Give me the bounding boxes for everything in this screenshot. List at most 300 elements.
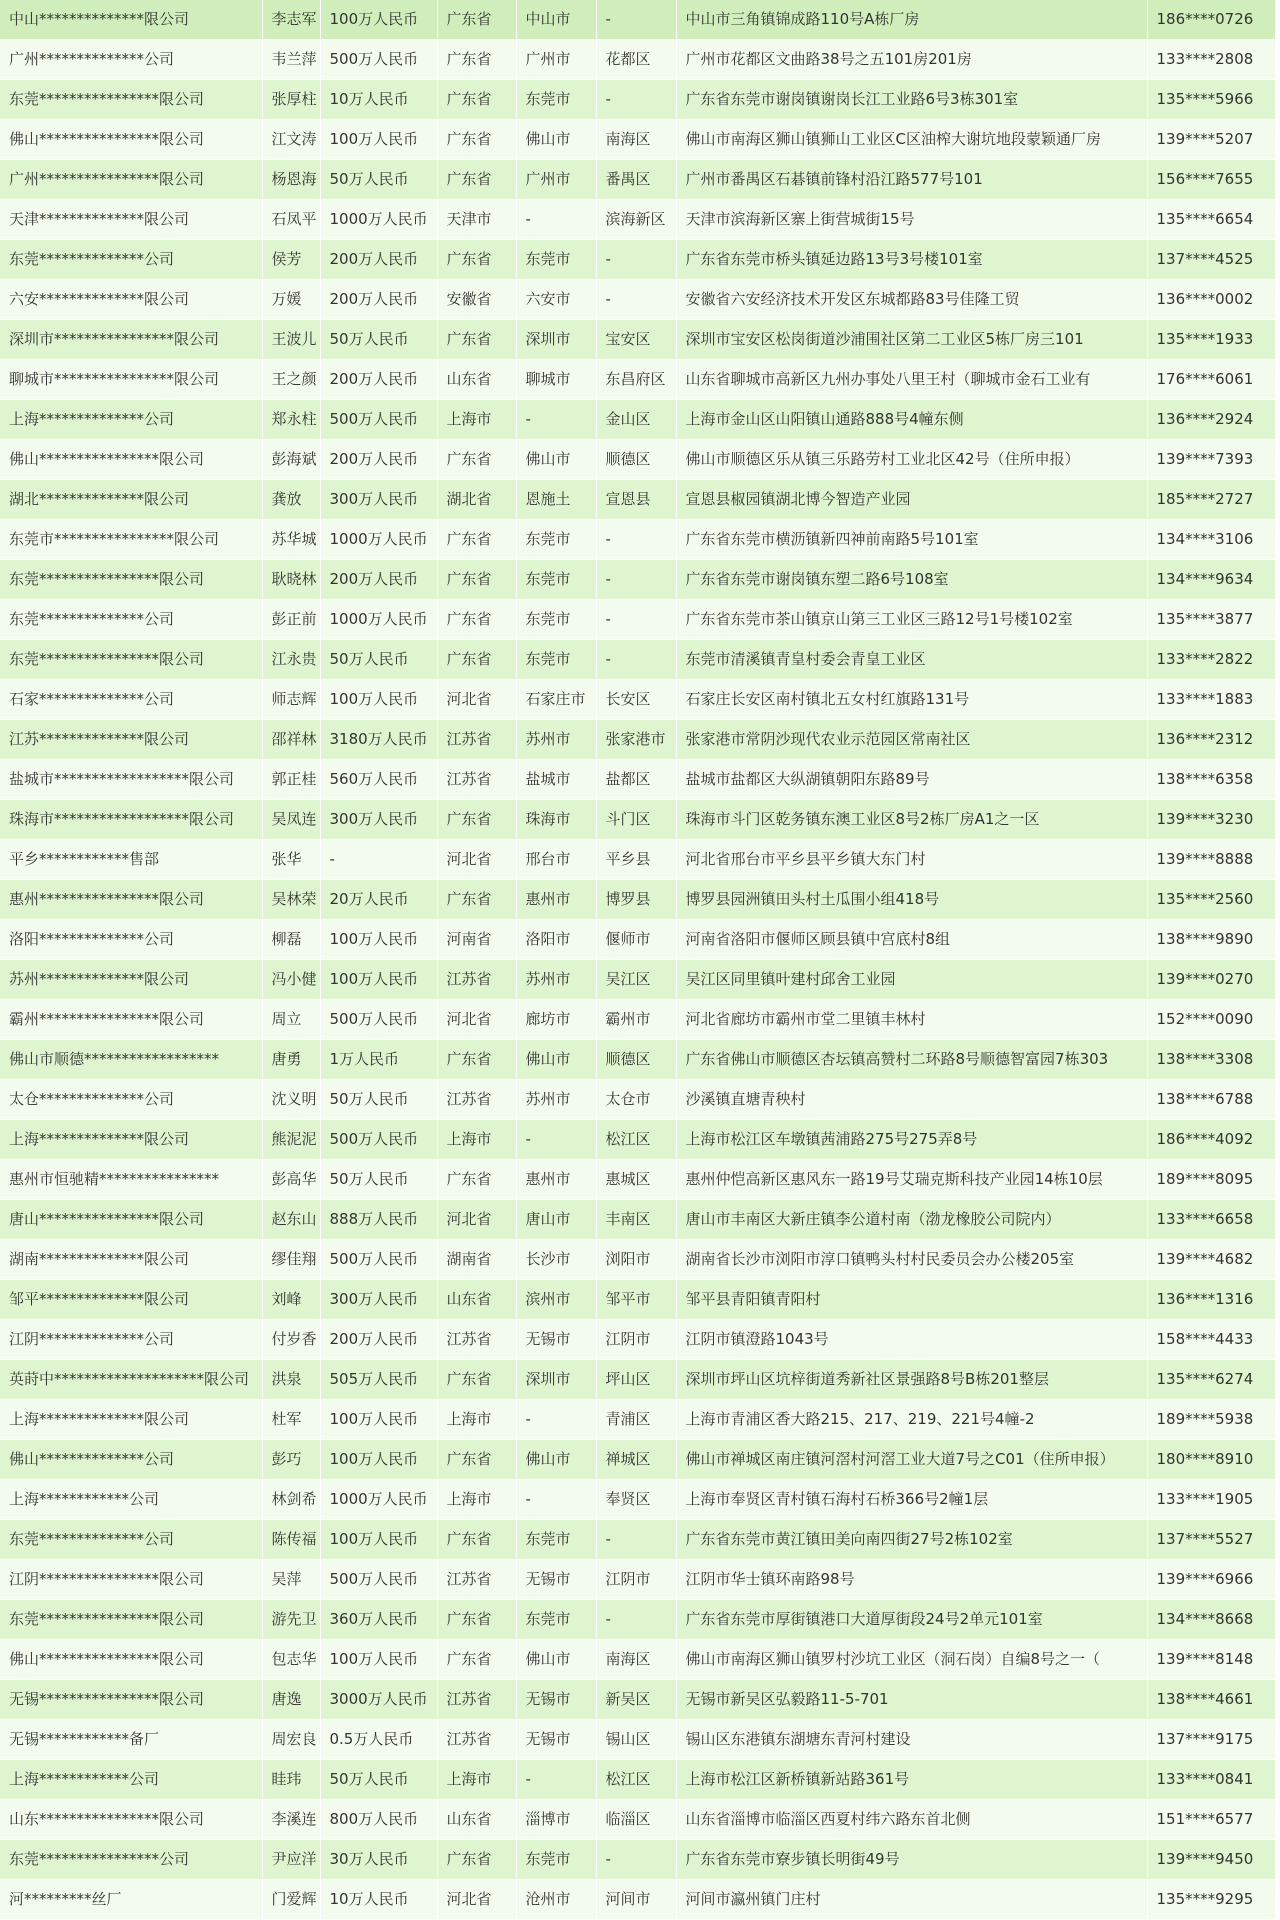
district-cell: 松江区 (596, 1120, 676, 1160)
table-row[interactable] (0, 960, 1275, 1000)
province-cell: 河北省 (437, 680, 516, 720)
address-cell: 河南省洛阳市偃师区顾县镇中宫底村8组 (676, 920, 1147, 960)
district-cell: - (596, 1840, 676, 1880)
company-name-cell: 上海**************限公司 (0, 1120, 262, 1160)
province-cell: 湖南省 (437, 1240, 516, 1280)
legal-person-cell: 王波儿 (262, 320, 320, 360)
company-name-cell: 英莳中********************限公司 (0, 1360, 262, 1400)
legal-person-cell: 陈传福 (262, 1520, 320, 1560)
table-row[interactable] (0, 120, 1275, 160)
legal-person-cell: 韦兰萍 (262, 40, 320, 80)
legal-person-cell: 龚放 (262, 480, 320, 520)
district-cell: 长安区 (596, 680, 676, 720)
phone-cell: 151****6577 (1147, 1800, 1275, 1840)
address-cell: 江阴市镇澄路1043号 (676, 1320, 1147, 1360)
table-row[interactable] (0, 1360, 1275, 1400)
table-row[interactable] (0, 560, 1275, 600)
province-cell: 广东省 (437, 120, 516, 160)
table-row[interactable] (0, 1720, 1275, 1760)
district-cell: 金山区 (596, 400, 676, 440)
city-cell: 恩施土 (516, 480, 596, 520)
phone-cell: 136****2924 (1147, 400, 1275, 440)
address-cell: 张家港市常阴沙现代农业示范园区常南社区 (676, 720, 1147, 760)
legal-person-cell: 郭正桂 (262, 760, 320, 800)
table-row[interactable] (0, 240, 1275, 280)
company-name-cell: 东莞**************公司 (0, 240, 262, 280)
address-cell: 无锡市新吴区弘毅路11-5-701 (676, 1680, 1147, 1720)
legal-person-cell: 洪泉 (262, 1360, 320, 1400)
district-cell: - (596, 1600, 676, 1640)
address-cell: 深圳市宝安区松岗街道沙浦围社区第二工业区5栋厂房三101 (676, 320, 1147, 360)
district-cell: - (596, 560, 676, 600)
province-cell: 广东省 (437, 1840, 516, 1880)
company-name-cell: 东莞**************公司 (0, 600, 262, 640)
legal-person-cell: 侯芳 (262, 240, 320, 280)
table-row[interactable] (0, 1200, 1275, 1240)
phone-cell: 135****6654 (1147, 200, 1275, 240)
company-name-cell: 佛山**************公司 (0, 1440, 262, 1480)
province-cell: 安徽省 (437, 280, 516, 320)
address-cell: 锡山区东港镇东湖塘东青河村建设 (676, 1720, 1147, 1760)
registered-capital-cell: 100万人民币 (320, 680, 437, 720)
table-row[interactable] (0, 80, 1275, 120)
registered-capital-cell: 10万人民币 (320, 80, 437, 120)
province-cell: 江苏省 (437, 1680, 516, 1720)
registered-capital-cell: 20万人民币 (320, 880, 437, 920)
legal-person-cell: 柳磊 (262, 920, 320, 960)
registered-capital-cell: 200万人民币 (320, 440, 437, 480)
table-row[interactable] (0, 720, 1275, 760)
city-cell: 廊坊市 (516, 1000, 596, 1040)
table-row[interactable] (0, 1760, 1275, 1800)
registered-capital-cell: 100万人民币 (320, 120, 437, 160)
city-cell: 东莞市 (516, 640, 596, 680)
registered-capital-cell: 50万人民币 (320, 1080, 437, 1120)
table-row[interactable] (0, 1680, 1275, 1720)
phone-cell: 137****9175 (1147, 1720, 1275, 1760)
city-cell: 苏州市 (516, 720, 596, 760)
table-row[interactable] (0, 1640, 1275, 1680)
province-cell: 广东省 (437, 1040, 516, 1080)
registered-capital-cell: 3000万人民币 (320, 1680, 437, 1720)
company-name-cell: 佛山****************限公司 (0, 440, 262, 480)
company-name-cell: 天津**************限公司 (0, 200, 262, 240)
registered-capital-cell: 1万人民币 (320, 1040, 437, 1080)
address-cell: 佛山市南海区狮山镇狮山工业区C区油榨大谢坑地段蒙颖通厂房 (676, 120, 1147, 160)
address-cell: 宣恩县椒园镇湖北博今智造产业园 (676, 480, 1147, 520)
company-name-cell: 上海************公司 (0, 1480, 262, 1520)
legal-person-cell: 周立 (262, 1000, 320, 1040)
city-cell: 东莞市 (516, 1520, 596, 1560)
table-row[interactable] (0, 640, 1275, 680)
city-cell: 深圳市 (516, 320, 596, 360)
address-cell: 上海市金山区山阳镇山通路888号4幢东侧 (676, 400, 1147, 440)
legal-person-cell: 师志辉 (262, 680, 320, 720)
registered-capital-cell: 500万人民币 (320, 400, 437, 440)
table-row[interactable] (0, 1240, 1275, 1280)
province-cell: 广东省 (437, 160, 516, 200)
province-cell: 江苏省 (437, 960, 516, 1000)
city-cell: 珠海市 (516, 800, 596, 840)
province-cell: 广东省 (437, 240, 516, 280)
company-name-cell: 深圳市****************限公司 (0, 320, 262, 360)
city-cell: 六安市 (516, 280, 596, 320)
district-cell: - (596, 600, 676, 640)
province-cell: 广东省 (437, 40, 516, 80)
table-row[interactable] (0, 1120, 1275, 1160)
province-cell: 江苏省 (437, 760, 516, 800)
phone-cell: 185****2727 (1147, 480, 1275, 520)
province-cell: 广东省 (437, 1640, 516, 1680)
registered-capital-cell: - (320, 840, 437, 880)
address-cell: 广东省佛山市顺德区杏坛镇高赞村二环路8号顺德智富园7栋303 (676, 1040, 1147, 1080)
district-cell: - (596, 280, 676, 320)
table-row[interactable] (0, 760, 1275, 800)
address-cell: 博罗县园洲镇田头村土瓜围小组418号 (676, 880, 1147, 920)
city-cell: 东莞市 (516, 1600, 596, 1640)
company-name-cell: 山东****************限公司 (0, 1800, 262, 1840)
district-cell: 太仓市 (596, 1080, 676, 1120)
city-cell: 苏州市 (516, 960, 596, 1000)
company-name-cell: 平乡************售部 (0, 840, 262, 880)
legal-person-cell: 林剑希 (262, 1480, 320, 1520)
city-cell: 无锡市 (516, 1680, 596, 1720)
phone-cell: 189****5938 (1147, 1400, 1275, 1440)
company-name-cell: 佛山市顺德****************** (0, 1040, 262, 1080)
district-cell: - (596, 80, 676, 120)
province-cell: 山东省 (437, 1280, 516, 1320)
table-row[interactable] (0, 520, 1275, 560)
address-cell: 中山市三角镇锦成路110号A栋厂房 (676, 0, 1147, 40)
registered-capital-cell: 1000万人民币 (320, 200, 437, 240)
province-cell: 河北省 (437, 1880, 516, 1920)
legal-person-cell: 缪佳翔 (262, 1240, 320, 1280)
legal-person-cell: 张厚柱 (262, 80, 320, 120)
registered-capital-cell: 200万人民币 (320, 280, 437, 320)
legal-person-cell: 万媛 (262, 280, 320, 320)
address-cell: 上海市奉贤区青村镇石海村石桥366号2幢1层 (676, 1480, 1147, 1520)
phone-cell: 139****8148 (1147, 1640, 1275, 1680)
company-name-cell: 六安**************限公司 (0, 280, 262, 320)
legal-person-cell: 周宏良 (262, 1720, 320, 1760)
table-row[interactable] (0, 320, 1275, 360)
phone-cell: 133****1905 (1147, 1480, 1275, 1520)
legal-person-cell: 刘峰 (262, 1280, 320, 1320)
phone-cell: 158****4433 (1147, 1320, 1275, 1360)
registered-capital-cell: 500万人民币 (320, 1560, 437, 1600)
province-cell: 河北省 (437, 840, 516, 880)
district-cell: 番禺区 (596, 160, 676, 200)
registered-capital-cell: 3180万人民币 (320, 720, 437, 760)
phone-cell: 139****5207 (1147, 120, 1275, 160)
phone-cell: 135****6274 (1147, 1360, 1275, 1400)
table-row[interactable] (0, 1040, 1275, 1080)
address-cell: 山东省淄博市临淄区西夏村纬六路东首北侧 (676, 1800, 1147, 1840)
company-name-cell: 无锡************备厂 (0, 1720, 262, 1760)
legal-person-cell: 冯小健 (262, 960, 320, 1000)
company-name-cell: 东莞****************限公司 (0, 1600, 262, 1640)
table-row[interactable] (0, 1880, 1275, 1920)
registered-capital-cell: 30万人民币 (320, 1840, 437, 1880)
table-row[interactable] (0, 1000, 1275, 1040)
table-row[interactable] (0, 920, 1275, 960)
phone-cell: 135****1933 (1147, 320, 1275, 360)
district-cell: 斗门区 (596, 800, 676, 840)
legal-person-cell: 郑永柱 (262, 400, 320, 440)
district-cell: 江阴市 (596, 1320, 676, 1360)
address-cell: 佛山市顺德区乐从镇三乐路劳村工业北区42号（住所申报） (676, 440, 1147, 480)
company-name-cell: 佛山****************限公司 (0, 120, 262, 160)
address-cell: 上海市青浦区香大路215、217、219、221号4幢-2 (676, 1400, 1147, 1440)
city-cell: 无锡市 (516, 1560, 596, 1600)
city-cell: 深圳市 (516, 1360, 596, 1400)
table-row[interactable] (0, 360, 1275, 400)
table-row[interactable] (0, 160, 1275, 200)
legal-person-cell: 杨恩海 (262, 160, 320, 200)
district-cell: 东昌府区 (596, 360, 676, 400)
phone-cell: 139****3230 (1147, 800, 1275, 840)
province-cell: 广东省 (437, 1160, 516, 1200)
company-name-cell: 洛阳**************公司 (0, 920, 262, 960)
city-cell: - (516, 1400, 596, 1440)
province-cell: 广东省 (437, 320, 516, 360)
table-row[interactable] (0, 1080, 1275, 1120)
district-cell: 南海区 (596, 120, 676, 160)
legal-person-cell: 游先卫 (262, 1600, 320, 1640)
city-cell: - (516, 1760, 596, 1800)
registered-capital-cell: 800万人民币 (320, 1800, 437, 1840)
company-name-cell: 上海**************公司 (0, 400, 262, 440)
district-cell: 丰南区 (596, 1200, 676, 1240)
province-cell: 广东省 (437, 80, 516, 120)
address-cell: 石家庄长安区南村镇北五女村红旗路131号 (676, 680, 1147, 720)
legal-person-cell: 李志军 (262, 0, 320, 40)
province-cell: 广东省 (437, 1360, 516, 1400)
phone-cell: 189****8095 (1147, 1160, 1275, 1200)
table-row[interactable] (0, 1800, 1275, 1840)
province-cell: 广东省 (437, 1440, 516, 1480)
address-cell: 佛山市南海区狮山镇罗村沙坑工业区（洞石岗）自编8号之一（ (676, 1640, 1147, 1680)
phone-cell: 136****1316 (1147, 1280, 1275, 1320)
table-row[interactable] (0, 1840, 1275, 1880)
company-name-cell: 太仓**************公司 (0, 1080, 262, 1120)
legal-person-cell: 尹应洋 (262, 1840, 320, 1880)
table-row[interactable] (0, 600, 1275, 640)
company-name-cell: 盐城市******************限公司 (0, 760, 262, 800)
district-cell: 偃师市 (596, 920, 676, 960)
legal-person-cell: 唐勇 (262, 1040, 320, 1080)
province-cell: 河北省 (437, 1200, 516, 1240)
registered-capital-cell: 505万人民币 (320, 1360, 437, 1400)
table-row[interactable] (0, 840, 1275, 880)
registered-capital-cell: 100万人民币 (320, 0, 437, 40)
address-cell: 天津市滨海新区寨上街营城街15号 (676, 200, 1147, 240)
phone-cell: 134****8668 (1147, 1600, 1275, 1640)
legal-person-cell: 赵东山 (262, 1200, 320, 1240)
province-cell: 山东省 (437, 1800, 516, 1840)
company-name-cell: 聊城市****************限公司 (0, 360, 262, 400)
address-cell: 广东省东莞市寮步镇长明街49号 (676, 1840, 1147, 1880)
phone-cell: 186****4092 (1147, 1120, 1275, 1160)
district-cell: 盐都区 (596, 760, 676, 800)
company-name-cell: 江阴****************限公司 (0, 1560, 262, 1600)
table-row[interactable] (0, 440, 1275, 480)
address-cell: 湖南省长沙市浏阳市淳口镇鸭头村村民委员会办公楼205室 (676, 1240, 1147, 1280)
company-name-cell: 邹平**************限公司 (0, 1280, 262, 1320)
phone-cell: 186****0726 (1147, 0, 1275, 40)
table-row[interactable] (0, 1400, 1275, 1440)
address-cell: 广东省东莞市黄江镇田美向南四街27号2栋102室 (676, 1520, 1147, 1560)
city-cell: 东莞市 (516, 520, 596, 560)
district-cell: 锡山区 (596, 1720, 676, 1760)
company-name-cell: 珠海市******************限公司 (0, 800, 262, 840)
district-cell: 霸州市 (596, 1000, 676, 1040)
phone-cell: 135****5966 (1147, 80, 1275, 120)
city-cell: 苏州市 (516, 1080, 596, 1120)
district-cell: 顺德区 (596, 1040, 676, 1080)
table-row[interactable] (0, 800, 1275, 840)
phone-cell: 135****2560 (1147, 880, 1275, 920)
legal-person-cell: 苏华城 (262, 520, 320, 560)
table-row[interactable] (0, 1600, 1275, 1640)
district-cell: - (596, 520, 676, 560)
province-cell: 江苏省 (437, 1720, 516, 1760)
table-row[interactable] (0, 880, 1275, 920)
legal-person-cell: 耿晓林 (262, 560, 320, 600)
registered-capital-cell: 500万人民币 (320, 1120, 437, 1160)
district-cell: 临淄区 (596, 1800, 676, 1840)
phone-cell: 139****9450 (1147, 1840, 1275, 1880)
phone-cell: 137****5527 (1147, 1520, 1275, 1560)
table-row[interactable] (0, 1560, 1275, 1600)
address-cell: 广东省东莞市桥头镇延边路13号3号楼101室 (676, 240, 1147, 280)
registered-capital-cell: 0.5万人民币 (320, 1720, 437, 1760)
city-cell: - (516, 400, 596, 440)
company-name-cell: 湖北**************限公司 (0, 480, 262, 520)
city-cell: 唐山市 (516, 1200, 596, 1240)
table-row[interactable] (0, 1160, 1275, 1200)
province-cell: 广东省 (437, 440, 516, 480)
province-cell: 山东省 (437, 360, 516, 400)
address-cell: 河北省廊坊市霸州市堂二里镇丰林村 (676, 1000, 1147, 1040)
legal-person-cell: 张华 (262, 840, 320, 880)
province-cell: 广东省 (437, 1600, 516, 1640)
company-name-cell: 中山**************限公司 (0, 0, 262, 40)
city-cell: 长沙市 (516, 1240, 596, 1280)
district-cell: 张家港市 (596, 720, 676, 760)
city-cell: 东莞市 (516, 240, 596, 280)
table-row[interactable] (0, 1480, 1275, 1520)
table-row[interactable] (0, 40, 1275, 80)
registered-capital-cell: 888万人民币 (320, 1200, 437, 1240)
company-name-cell: 江阴**************公司 (0, 1320, 262, 1360)
city-cell: 佛山市 (516, 1040, 596, 1080)
registered-capital-cell: 50万人民币 (320, 1760, 437, 1800)
address-cell: 广东省东莞市厚街镇港口大道厚街段24号2单元101室 (676, 1600, 1147, 1640)
legal-person-cell: 彭海斌 (262, 440, 320, 480)
company-name-cell: 惠州****************限公司 (0, 880, 262, 920)
table-row[interactable] (0, 400, 1275, 440)
registered-capital-cell: 500万人民币 (320, 1000, 437, 1040)
province-cell: 广东省 (437, 600, 516, 640)
province-cell: 天津市 (437, 200, 516, 240)
company-name-cell: 惠州市恒驰精**************** (0, 1160, 262, 1200)
address-cell: 广东省东莞市谢岗镇谢岗长江工业路6号3栋301室 (676, 80, 1147, 120)
legal-person-cell: 彭正前 (262, 600, 320, 640)
phone-cell: 139****8888 (1147, 840, 1275, 880)
company-name-cell: 东莞****************公司 (0, 1840, 262, 1880)
registered-capital-cell: 500万人民币 (320, 40, 437, 80)
table-row[interactable] (0, 280, 1275, 320)
address-cell: 深圳市坪山区坑梓街道秀新社区景强路8号B栋201整层 (676, 1360, 1147, 1400)
table-row[interactable] (0, 1520, 1275, 1560)
phone-cell: 136****0002 (1147, 280, 1275, 320)
legal-person-cell: 江文涛 (262, 120, 320, 160)
table-row[interactable] (0, 1440, 1275, 1480)
address-cell: 唐山市丰南区大新庄镇李公道村南（渤龙橡胶公司院内） (676, 1200, 1147, 1240)
district-cell: 浏阳市 (596, 1240, 676, 1280)
phone-cell: 180****8910 (1147, 1440, 1275, 1480)
province-cell: 广东省 (437, 560, 516, 600)
province-cell: 上海市 (437, 1480, 516, 1520)
district-cell: - (596, 640, 676, 680)
table-row[interactable] (0, 680, 1275, 720)
phone-cell: 133****0841 (1147, 1760, 1275, 1800)
district-cell: - (596, 0, 676, 40)
province-cell: 江苏省 (437, 1080, 516, 1120)
city-cell: 东莞市 (516, 560, 596, 600)
registered-capital-cell: 100万人民币 (320, 1400, 437, 1440)
registered-capital-cell: 1000万人民币 (320, 600, 437, 640)
phone-cell: 138****9890 (1147, 920, 1275, 960)
table-row[interactable] (0, 1280, 1275, 1320)
company-name-cell: 唐山****************限公司 (0, 1200, 262, 1240)
registered-capital-cell: 100万人民币 (320, 920, 437, 960)
city-cell: 石家庄市 (516, 680, 596, 720)
company-name-cell: 无锡****************限公司 (0, 1680, 262, 1720)
table-row[interactable] (0, 200, 1275, 240)
district-cell: 松江区 (596, 1760, 676, 1800)
phone-cell: 133****1883 (1147, 680, 1275, 720)
phone-cell: 139****6966 (1147, 1560, 1275, 1600)
table-row[interactable] (0, 1320, 1275, 1360)
registered-capital-cell: 50万人民币 (320, 160, 437, 200)
city-cell: 滨州市 (516, 1280, 596, 1320)
table-row[interactable] (0, 0, 1275, 40)
province-cell: 江苏省 (437, 1560, 516, 1600)
legal-person-cell: 彭高华 (262, 1160, 320, 1200)
registered-capital-cell: 360万人民币 (320, 1600, 437, 1640)
registered-capital-cell: 300万人民币 (320, 800, 437, 840)
district-cell: 坪山区 (596, 1360, 676, 1400)
legal-person-cell: 李溪连 (262, 1800, 320, 1840)
city-cell: 邢台市 (516, 840, 596, 880)
table-row[interactable] (0, 480, 1275, 520)
city-cell: - (516, 1480, 596, 1520)
province-cell: 上海市 (437, 1400, 516, 1440)
registered-capital-cell: 100万人民币 (320, 1520, 437, 1560)
company-name-cell: 广州**************公司 (0, 40, 262, 80)
province-cell: 广东省 (437, 880, 516, 920)
phone-cell: 138****6788 (1147, 1080, 1275, 1120)
district-cell: 宣恩县 (596, 480, 676, 520)
city-cell: 东莞市 (516, 600, 596, 640)
city-cell: 惠州市 (516, 880, 596, 920)
address-cell: 沙溪镇直塘青秧村 (676, 1080, 1147, 1120)
city-cell: 中山市 (516, 0, 596, 40)
city-cell: 佛山市 (516, 1440, 596, 1480)
province-cell: 河南省 (437, 920, 516, 960)
